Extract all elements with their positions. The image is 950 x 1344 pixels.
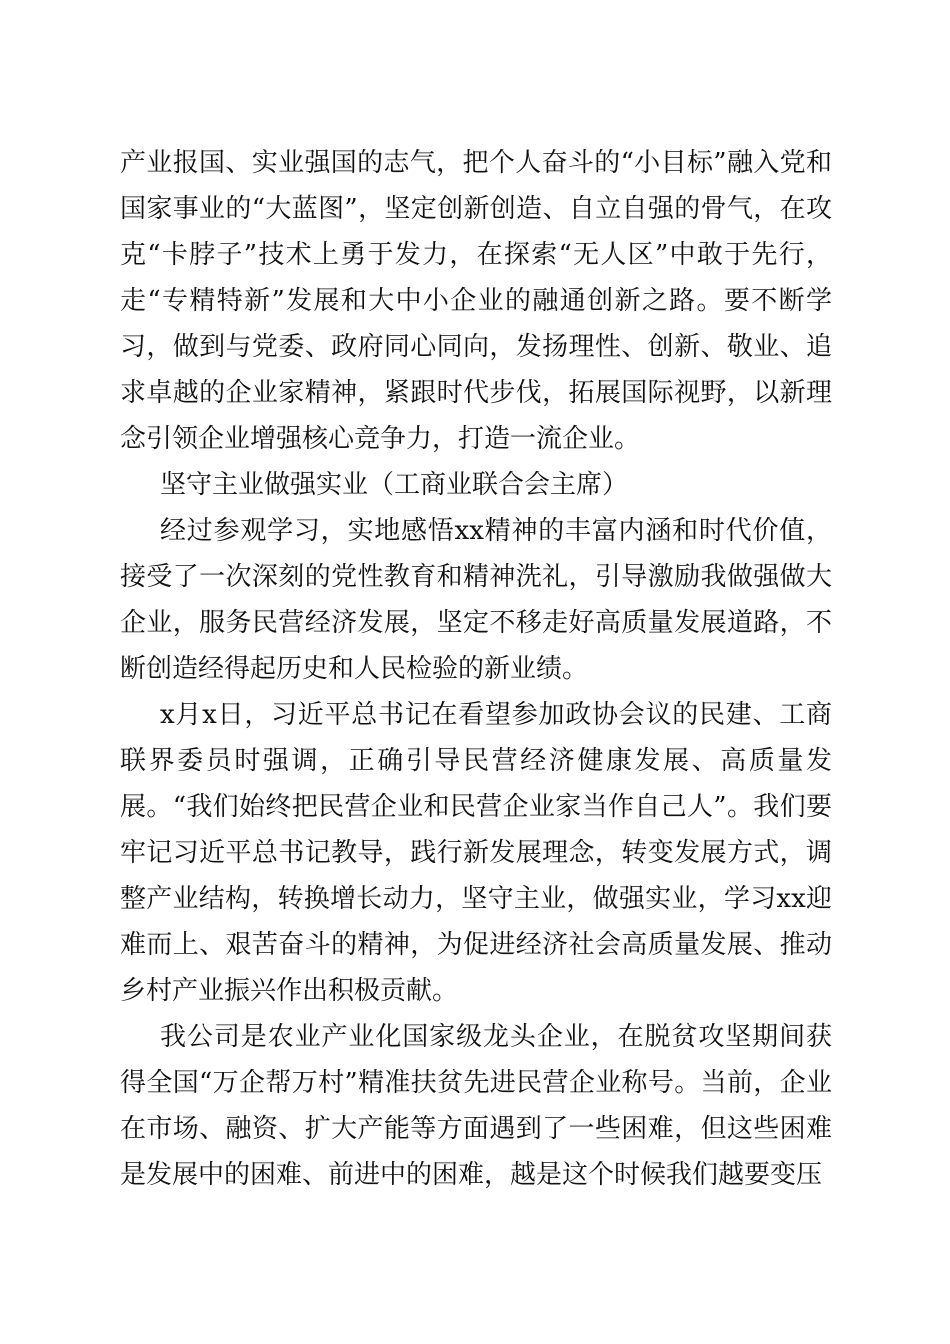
paragraph-study-visit: 经过参观学习，实地感悟xx精神的丰富内涵和时代价值，接受了一次深刻的党性教育和精神洗礼，引导激励我做强做大企业，服务民营经济发展，坚定不移走好高质量发展道路，不断创造经得起历史和人民检验的新业绩。 bbox=[120, 516, 832, 684]
section-heading: 坚守主业做强实业（工商业联合会主席） bbox=[160, 470, 629, 500]
paragraph-speech: x月x日，习近平总书记在看望参加政协会议的民建、工商联界委员时强调，正确引导民营经济健康发展、高质量发展。“我们始终把民营企业和民营企业家当作自己人”。我们要牢记习近平总书记教导，践行新发展理念，转变发展方式，调整产业结构，转换增长动力，坚守主业，做强实业，学习xx迎难而上、艰苦奋斗的精神，为促进经济社会高质量发展、推动乡村产业振兴作出积极贡献。 bbox=[120, 700, 832, 1006]
paragraph-continued: 产业报国、实业强国的志气，把个人奋斗的“小目标”融入党和国家事业的“大蓝图”，坚定创新创造、自立自强的骨气，在攻克“卡脖子”技术上勇于发力，在探索“无人区”中敢于先行，走“专精特新”发展和大中小企业的融通创新之路。要不断学习，做到与党委、政府同心同向，发扬理性、创新、敬业、追求卓越的企业家精神，紧跟时代步伐，拓展国际视野，以新理念引领企业增强核心竞争力，打造一流企业。 bbox=[120, 148, 832, 454]
document-body bbox=[120, 140, 832, 1198]
paragraph-company: 我公司是农业产业化国家级龙头企业，在脱贫攻坚期间获得全国“万企帮万村”精准扶贫先进民营企业称号。当前，企业在市场、融资、扩大产能等方面遇到了一些困难，但这些困难是发展中的困难、前进中的困难，越是这个时候我们越要变压 bbox=[120, 1022, 832, 1190]
